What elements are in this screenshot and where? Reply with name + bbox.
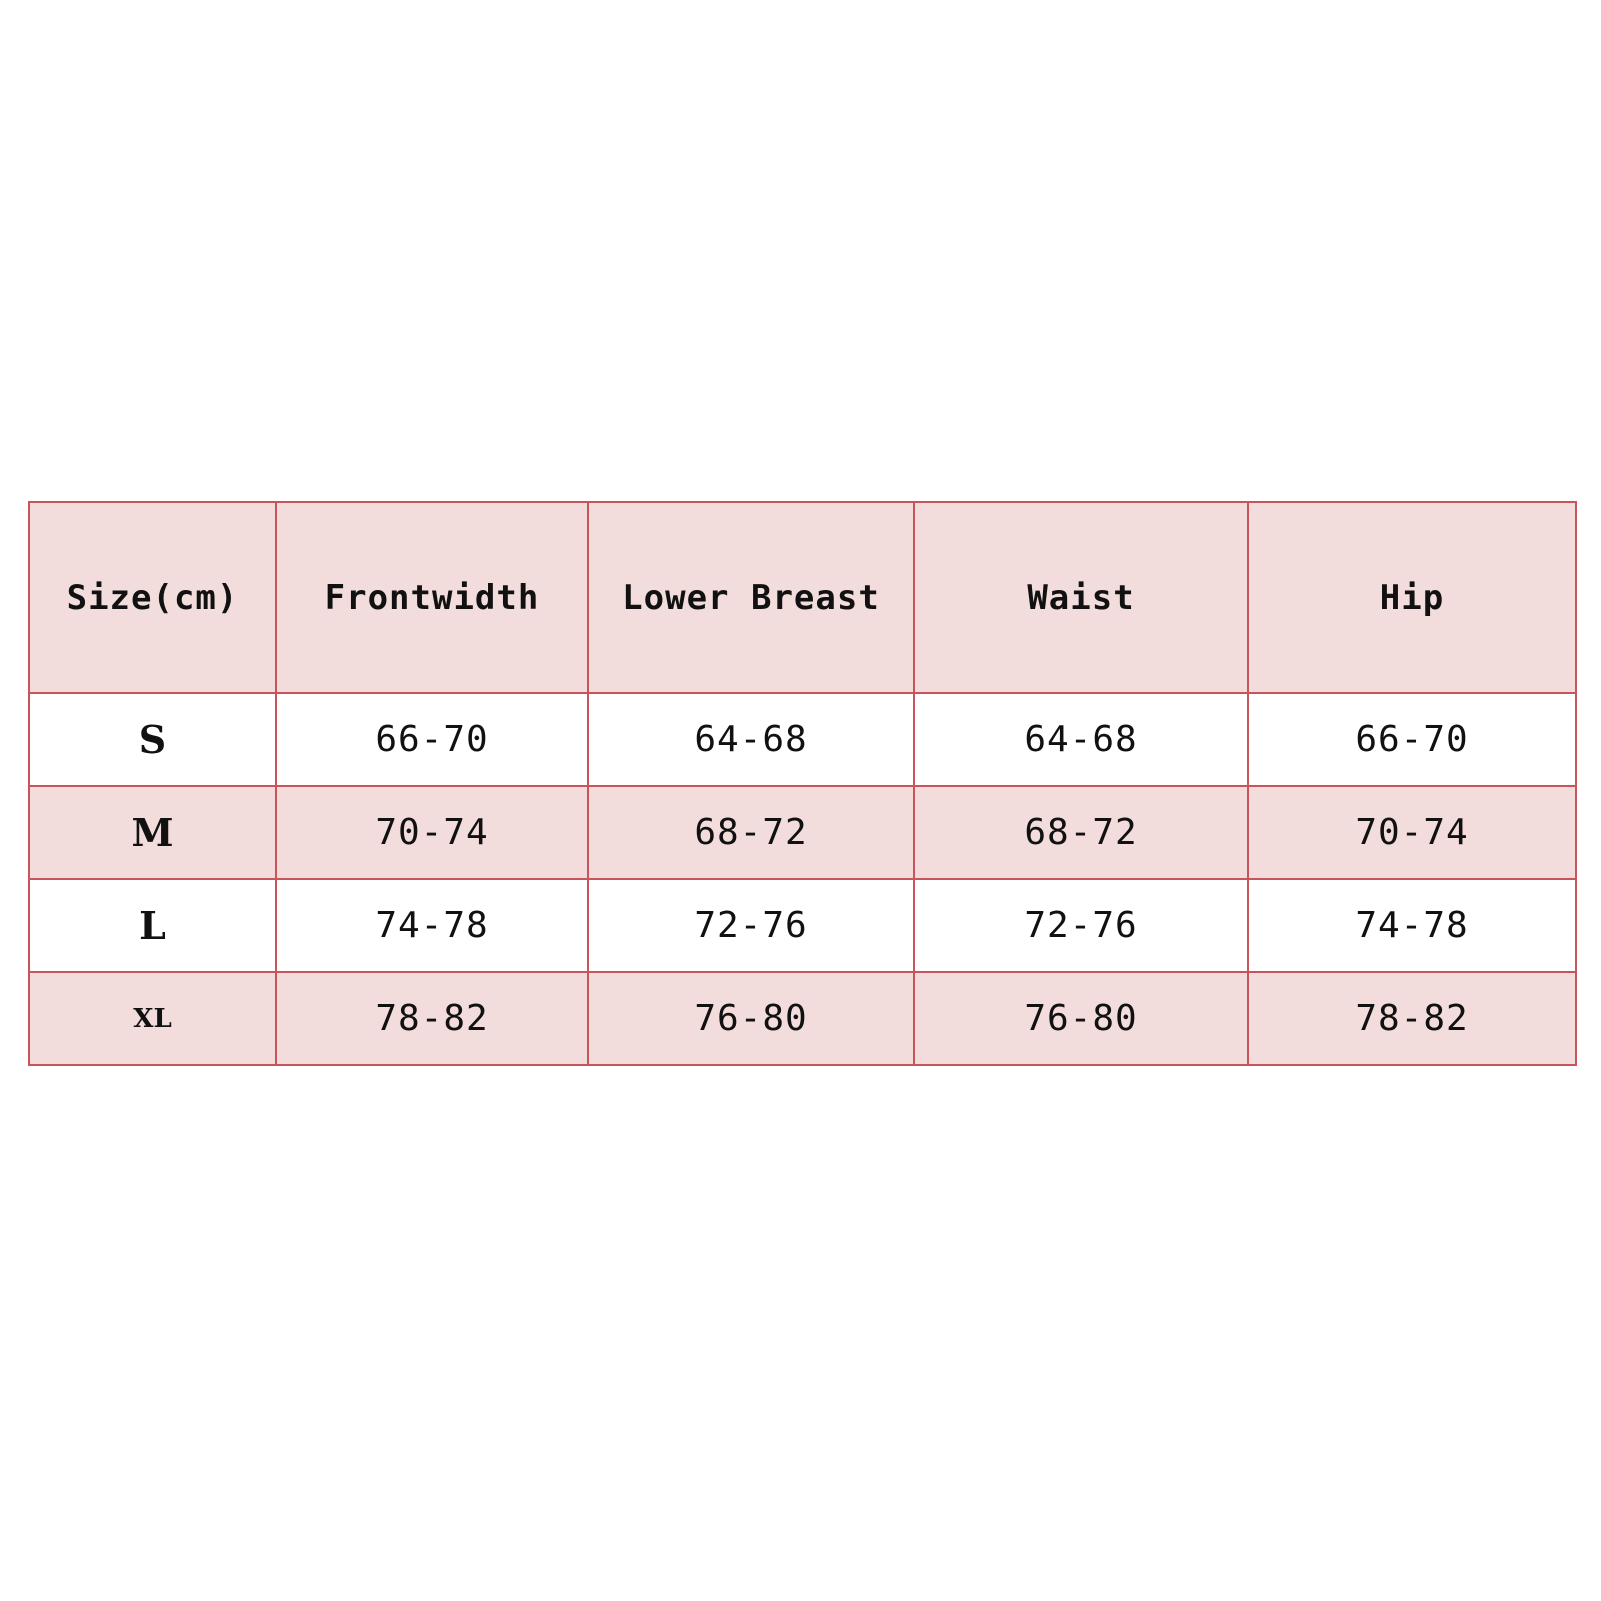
lower-breast-value: 72-76 <box>588 879 914 972</box>
header-waist: Waist <box>914 502 1248 693</box>
waist-value: 64-68 <box>914 693 1248 786</box>
header-frontwidth: Frontwidth <box>276 502 588 693</box>
frontwidth-value: 74-78 <box>276 879 588 972</box>
hip-value: 70-74 <box>1248 786 1576 879</box>
waist-value: 76-80 <box>914 972 1248 1065</box>
lower-breast-value: 64-68 <box>588 693 914 786</box>
hip-value: 74-78 <box>1248 879 1576 972</box>
frontwidth-value: 70-74 <box>276 786 588 879</box>
lower-breast-value: 76-80 <box>588 972 914 1065</box>
header-hip: Hip <box>1248 502 1576 693</box>
table-row <box>29 879 1576 972</box>
size-chart-table <box>28 501 1577 1066</box>
size-label: M <box>29 786 276 879</box>
size-label: S <box>29 693 276 786</box>
table-row <box>29 693 1576 786</box>
lower-breast-value: 68-72 <box>588 786 914 879</box>
size-label: L <box>29 879 276 972</box>
header-size: Size(cm) <box>29 502 276 693</box>
header-lower-breast: Lower Breast <box>588 502 914 693</box>
waist-value: 68-72 <box>914 786 1248 879</box>
size-label: XL <box>29 972 276 1065</box>
table-header-row <box>29 502 1576 693</box>
frontwidth-value: 66-70 <box>276 693 588 786</box>
frontwidth-value: 78-82 <box>276 972 588 1065</box>
hip-value: 66-70 <box>1248 693 1576 786</box>
hip-value: 78-82 <box>1248 972 1576 1065</box>
waist-value: 72-76 <box>914 879 1248 972</box>
table-row <box>29 972 1576 1065</box>
table-row <box>29 786 1576 879</box>
